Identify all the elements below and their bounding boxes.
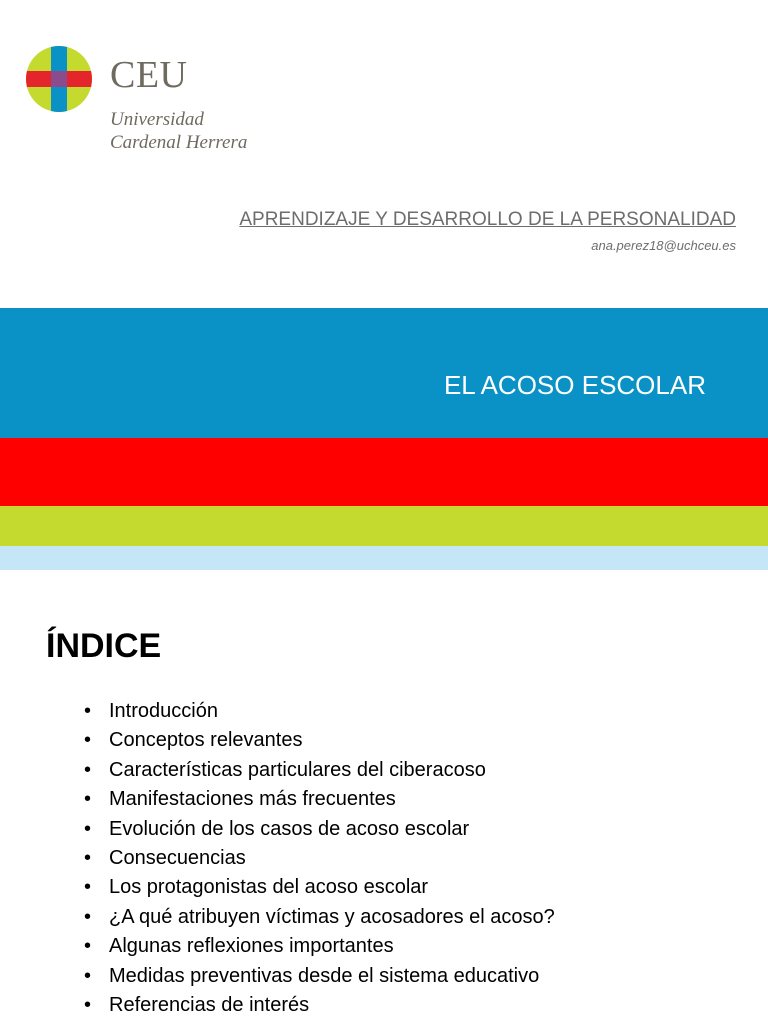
slide-title: EL ACOSO ESCOLAR bbox=[443, 370, 706, 400]
index-item bbox=[84, 962, 555, 991]
brand-name: CEU bbox=[110, 54, 188, 96]
index-item bbox=[84, 903, 555, 932]
brand-university-line: Universidad bbox=[110, 109, 204, 130]
index-item bbox=[84, 844, 555, 873]
index-item-label: Características particulares del ciberacoso bbox=[109, 758, 486, 781]
brand-cardenal-line: Cardenal Herrera bbox=[110, 132, 248, 153]
index-item-label: Evolución de los casos de acoso escolar bbox=[109, 817, 470, 840]
bullet-icon: • bbox=[84, 935, 92, 958]
bullet-icon: • bbox=[84, 700, 92, 722]
bullet-icon: • bbox=[84, 847, 92, 870]
ceu-cross-logo-icon bbox=[24, 44, 94, 114]
index-item-label: Referencias de interés bbox=[109, 994, 310, 1017]
index-item-label: Manifestaciones más frecuentes bbox=[109, 788, 396, 811]
bullet-icon: • bbox=[84, 994, 92, 1017]
index-item bbox=[84, 873, 555, 902]
index-item bbox=[84, 697, 555, 726]
index-item-label: Algunas reflexiones importantes bbox=[109, 935, 394, 958]
index-item-label: Medidas preventivas desde el sistema educativo bbox=[109, 964, 540, 987]
author-email: ana.perez18@uchceu.es bbox=[591, 238, 736, 253]
index-item bbox=[84, 756, 555, 785]
index-item bbox=[84, 932, 555, 961]
index-item bbox=[84, 726, 555, 755]
index-item bbox=[84, 815, 555, 844]
bullet-icon: • bbox=[84, 876, 92, 899]
index-item-label: Los protagonistas del acoso escolar bbox=[109, 876, 429, 899]
bullet-icon: • bbox=[84, 788, 92, 811]
banner-green-band bbox=[0, 506, 768, 546]
bullet-icon: • bbox=[84, 817, 92, 840]
index-heading: ÍNDICE bbox=[46, 627, 162, 665]
banner-lightblue-band bbox=[0, 546, 768, 570]
bullet-icon: • bbox=[84, 729, 92, 752]
index-item-label: Consecuencias bbox=[109, 847, 246, 870]
index-item-label: Conceptos relevantes bbox=[109, 729, 303, 752]
index-item bbox=[84, 991, 555, 1020]
bullet-icon: • bbox=[84, 964, 92, 987]
bullet-icon: • bbox=[84, 758, 92, 781]
index-list bbox=[84, 697, 555, 1020]
index-item bbox=[84, 785, 555, 814]
index-item-label: Introducción bbox=[109, 700, 218, 722]
bullet-icon: • bbox=[84, 905, 92, 928]
banner-red-band bbox=[0, 438, 768, 506]
index-item-label: ¿A qué atribuyen víctimas y acosadores el acoso? bbox=[109, 905, 555, 928]
course-subject: APRENDIZAJE Y DESARROLLO DE LA PERSONALIDAD bbox=[239, 209, 736, 230]
